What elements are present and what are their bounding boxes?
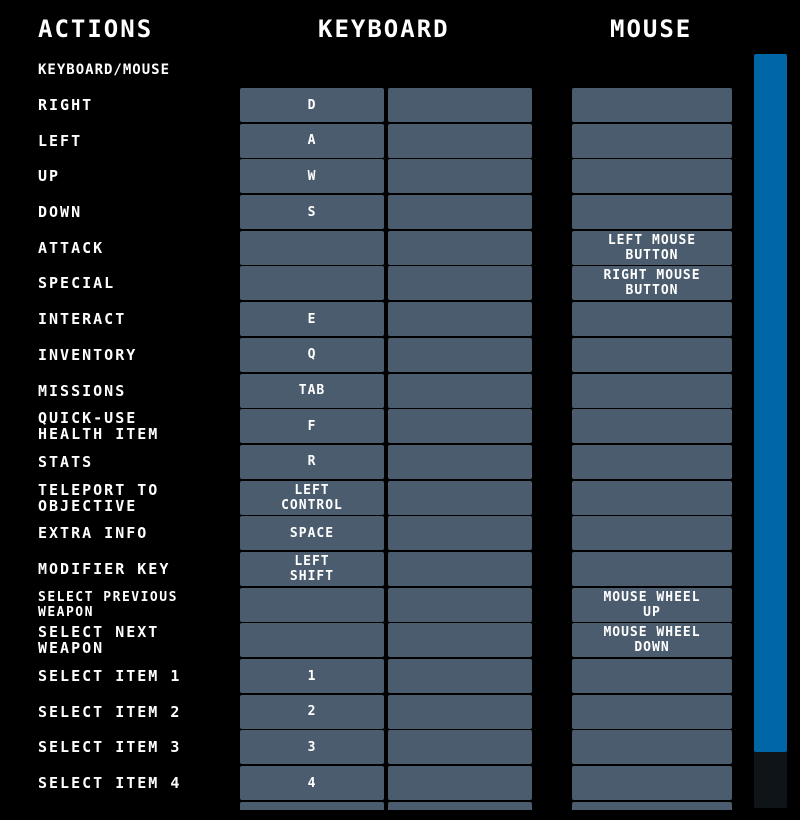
action-label: SPECIAL bbox=[38, 274, 116, 293]
binding-row bbox=[0, 516, 750, 552]
action-label: EXTRA INFO bbox=[38, 524, 149, 543]
mouse-binding[interactable] bbox=[572, 802, 732, 810]
binding-row bbox=[0, 195, 750, 231]
action-label: MISSIONS bbox=[38, 381, 127, 400]
keyboard-primary-binding[interactable]: 4 bbox=[240, 766, 384, 800]
scrollbar-track[interactable] bbox=[754, 54, 787, 808]
keyboard-secondary-binding[interactable] bbox=[388, 88, 532, 122]
action-label: INTERACT bbox=[38, 310, 127, 329]
keyboard-primary-binding[interactable]: TAB bbox=[240, 374, 384, 408]
action-label: LEFT bbox=[38, 131, 83, 150]
scrollbar-thumb[interactable] bbox=[754, 54, 787, 752]
section-label-keyboard-mouse: KEYBOARD/MOUSE bbox=[38, 62, 171, 78]
keyboard-primary-binding[interactable]: LEFT CONTROL bbox=[240, 481, 384, 515]
mouse-column-header: MOUSE bbox=[610, 15, 693, 43]
keyboard-secondary-binding[interactable] bbox=[388, 374, 532, 408]
mouse-binding[interactable] bbox=[572, 195, 732, 229]
binding-row bbox=[0, 730, 750, 766]
action-label: RIGHT bbox=[38, 96, 94, 114]
binding-row bbox=[0, 88, 750, 124]
actions-column-header: ACTIONS bbox=[38, 15, 154, 43]
keyboard-secondary-binding[interactable] bbox=[388, 266, 532, 300]
keyboard-primary-binding[interactable]: 1 bbox=[240, 659, 384, 693]
keyboard-secondary-binding[interactable] bbox=[388, 159, 532, 193]
keyboard-secondary-binding[interactable] bbox=[388, 409, 532, 443]
binding-row bbox=[0, 374, 750, 410]
binding-row bbox=[0, 302, 750, 338]
action-label: SELECT ITEM 1 bbox=[38, 667, 182, 685]
binding-row bbox=[0, 409, 750, 445]
mouse-binding[interactable] bbox=[572, 302, 732, 336]
mouse-binding[interactable]: RIGHT MOUSE BUTTON bbox=[572, 266, 732, 300]
keyboard-secondary-binding[interactable] bbox=[388, 730, 532, 764]
keyboard-primary-binding[interactable] bbox=[240, 802, 384, 810]
action-label: MODIFIER KEY bbox=[38, 559, 171, 578]
action-label: SELECT PREVIOUS WEAPON bbox=[38, 589, 178, 620]
mouse-binding[interactable] bbox=[572, 409, 732, 443]
keyboard-secondary-binding[interactable] bbox=[388, 195, 532, 229]
keyboard-secondary-binding[interactable] bbox=[388, 552, 532, 586]
keyboard-primary-binding[interactable]: Q bbox=[240, 338, 384, 372]
keyboard-primary-binding[interactable]: R bbox=[240, 445, 384, 479]
binding-row bbox=[0, 588, 750, 624]
keyboard-secondary-binding[interactable] bbox=[388, 588, 532, 622]
action-label: SELECT ITEM 3 bbox=[38, 738, 182, 757]
action-label: STATS bbox=[38, 452, 94, 471]
bindings-list bbox=[0, 88, 750, 810]
mouse-binding[interactable] bbox=[572, 659, 732, 693]
mouse-binding[interactable] bbox=[572, 88, 732, 122]
action-label: TELEPORT TO OBJECTIVE bbox=[38, 480, 160, 515]
binding-row bbox=[0, 338, 750, 374]
binding-row bbox=[0, 695, 750, 731]
keyboard-primary-binding[interactable]: D bbox=[240, 88, 384, 122]
mouse-binding[interactable] bbox=[572, 766, 732, 800]
mouse-binding[interactable] bbox=[572, 516, 732, 550]
mouse-binding[interactable] bbox=[572, 338, 732, 372]
mouse-binding[interactable] bbox=[572, 730, 732, 764]
binding-row bbox=[0, 124, 750, 160]
binding-row bbox=[0, 659, 750, 695]
mouse-binding[interactable]: MOUSE WHEEL DOWN bbox=[572, 623, 732, 657]
binding-row bbox=[0, 802, 750, 810]
keyboard-secondary-binding[interactable] bbox=[388, 231, 532, 265]
binding-row bbox=[0, 445, 750, 481]
mouse-binding[interactable] bbox=[572, 695, 732, 729]
mouse-binding[interactable] bbox=[572, 124, 732, 158]
keyboard-primary-binding[interactable]: S bbox=[240, 195, 384, 229]
keyboard-primary-binding[interactable]: F bbox=[240, 409, 384, 443]
keyboard-secondary-binding[interactable] bbox=[388, 124, 532, 158]
keyboard-secondary-binding[interactable] bbox=[388, 338, 532, 372]
mouse-binding[interactable] bbox=[572, 552, 732, 586]
keyboard-secondary-binding[interactable] bbox=[388, 766, 532, 800]
binding-row bbox=[0, 481, 750, 517]
action-label: UP bbox=[38, 167, 61, 186]
keyboard-primary-binding[interactable]: LEFT SHIFT bbox=[240, 552, 384, 586]
keyboard-primary-binding[interactable]: 2 bbox=[240, 695, 384, 729]
keyboard-primary-binding[interactable] bbox=[240, 623, 384, 657]
action-label: SELECT NEXT WEAPON bbox=[38, 623, 160, 658]
mouse-binding[interactable]: LEFT MOUSE BUTTON bbox=[572, 231, 732, 265]
binding-row bbox=[0, 552, 750, 588]
keyboard-primary-binding[interactable] bbox=[240, 266, 384, 300]
keyboard-secondary-binding[interactable] bbox=[388, 516, 532, 550]
keyboard-primary-binding[interactable]: E bbox=[240, 302, 384, 336]
keyboard-secondary-binding[interactable] bbox=[388, 445, 532, 479]
mouse-binding[interactable] bbox=[572, 374, 732, 408]
keyboard-secondary-binding[interactable] bbox=[388, 659, 532, 693]
keyboard-secondary-binding[interactable] bbox=[388, 481, 532, 515]
keyboard-primary-binding[interactable]: W bbox=[240, 159, 384, 193]
keyboard-primary-binding[interactable] bbox=[240, 588, 384, 622]
action-label: SELECT ITEM 2 bbox=[38, 702, 182, 721]
keyboard-column-header: KEYBOARD bbox=[318, 15, 450, 43]
keyboard-primary-binding[interactable] bbox=[240, 231, 384, 265]
mouse-binding[interactable] bbox=[572, 159, 732, 193]
keyboard-primary-binding[interactable]: A bbox=[240, 124, 384, 158]
action-label: ATTACK bbox=[38, 238, 105, 257]
action-label: QUICK-USE HEALTH ITEM bbox=[38, 409, 160, 444]
binding-row bbox=[0, 231, 750, 267]
keyboard-secondary-binding[interactable] bbox=[388, 802, 532, 810]
mouse-binding[interactable]: MOUSE WHEEL UP bbox=[572, 588, 732, 622]
mouse-binding[interactable] bbox=[572, 445, 732, 479]
binding-row bbox=[0, 623, 750, 659]
action-label bbox=[38, 802, 234, 810]
action-label: INVENTORY bbox=[38, 345, 138, 364]
keyboard-secondary-binding[interactable] bbox=[388, 302, 532, 336]
keyboard-secondary-binding[interactable] bbox=[388, 695, 532, 729]
binding-row bbox=[0, 159, 750, 195]
keyboard-primary-binding[interactable]: SPACE bbox=[240, 516, 384, 550]
keyboard-primary-binding[interactable]: 3 bbox=[240, 730, 384, 764]
action-label: SELECT ITEM 4 bbox=[38, 774, 182, 793]
action-label: DOWN bbox=[38, 203, 83, 222]
mouse-binding[interactable] bbox=[572, 481, 732, 515]
binding-row bbox=[0, 266, 750, 302]
keyboard-secondary-binding[interactable] bbox=[388, 623, 532, 657]
binding-row bbox=[0, 766, 750, 802]
